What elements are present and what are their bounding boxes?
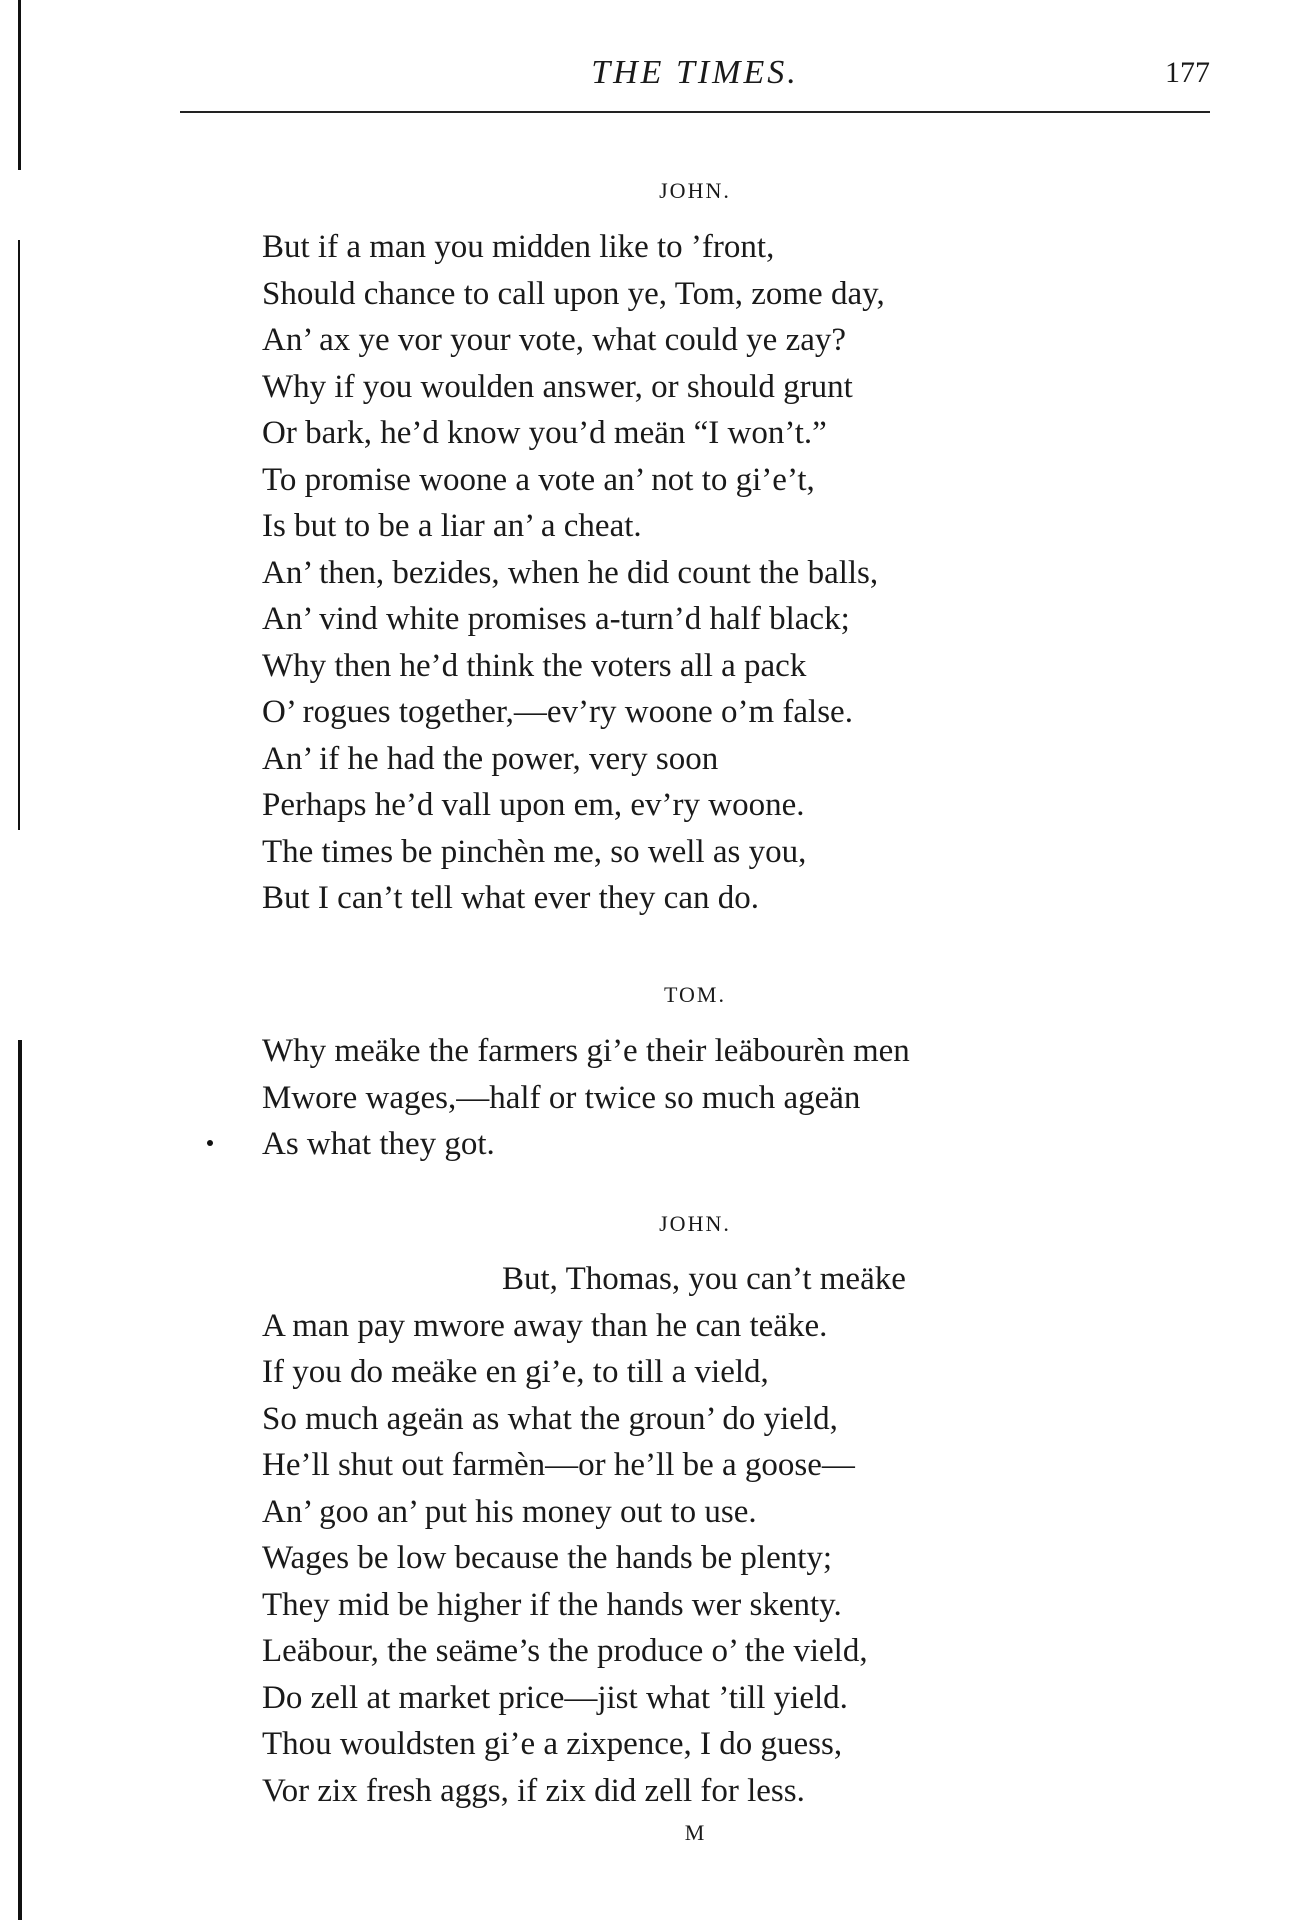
- verse-line: An’ vind white promises a-turn’d half black;: [262, 601, 850, 637]
- verse-line: Why if you woulden answer, or should grunt: [262, 368, 853, 405]
- verse-line: Vor zix fresh aggs, if zix did zell for less.: [262, 1772, 805, 1809]
- verse-line: Mwore wages,—half or twice so much ageän: [262, 1079, 861, 1116]
- ink-speck: [207, 1140, 213, 1146]
- verse-line: O’ rogues together,—ev’ry woone o’m false.: [262, 694, 853, 730]
- verse-line: A man pay mwore away than he can teäke.: [262, 1307, 828, 1344]
- verse-line: Leäbour, the seäme’s the produce o’ the vield,: [262, 1633, 868, 1669]
- verse-line: The times be pinchèn me, so well as you,: [262, 833, 807, 870]
- stanza: [262, 1028, 1162, 1168]
- running-title: THE TIMES.: [591, 54, 799, 91]
- stanza: [262, 1256, 1162, 1814]
- verse-line: He’ll shut out farmèn—or he’ll be a goose—: [262, 1447, 855, 1483]
- verse-line: An’ then, bezides, when he did count the balls,: [262, 554, 879, 591]
- speaker-heading: TOM.: [664, 982, 726, 1007]
- speaker-heading: JOHN.: [659, 178, 731, 203]
- verse-line: Wages be low because the hands be plenty;: [262, 1540, 833, 1576]
- header-rule: [180, 111, 1210, 113]
- verse-line: So much ageän as what the groun’ do yield,: [262, 1400, 838, 1437]
- stanza: [262, 224, 1162, 922]
- verse-line: They mid be higher if the hands wer skenty.: [262, 1586, 842, 1623]
- verse-line: Thou wouldsten gi’e a zixpence, I do guess,: [262, 1726, 843, 1762]
- verse-line: An’ if he had the power, very soon: [262, 740, 719, 777]
- binding-edge-line: [18, 0, 21, 170]
- verse-line: Perhaps he’d vall upon em, ev’ry woone.: [262, 787, 805, 823]
- verse-line: To promise woone a vote an’ not to gi’e’t,: [262, 461, 815, 498]
- verse-line: But if a man you midden like to ’front,: [262, 229, 775, 265]
- verse-line: Do zell at market price—jist what ’till yield.: [262, 1679, 848, 1716]
- verse-line: Or bark, he’d know you’d meän “I won’t.”: [262, 415, 827, 451]
- verse-line: But I can’t tell what ever they can do.: [262, 880, 759, 916]
- speaker-heading: JOHN.: [659, 1211, 731, 1236]
- verse-line: Is but to be a liar an’ a cheat.: [262, 508, 642, 544]
- verse-line: An’ goo an’ put his money out to use.: [262, 1493, 757, 1530]
- verse-line: Why meäke the farmers gi’e their leäbourèn men: [262, 1033, 910, 1069]
- verse-line: If you do meäke en gi’e, to till a vield,: [262, 1354, 769, 1390]
- verse-line: An’ ax ye vor your vote, what could ye zay?: [262, 322, 847, 358]
- signature-mark: M: [684, 1820, 706, 1845]
- verse-line: Why then he’d think the voters all a pack: [262, 647, 807, 684]
- verse-line: But, Thomas, you can’t meäke: [502, 1261, 906, 1297]
- page-number: 177: [1165, 56, 1210, 89]
- page-header: [180, 50, 1210, 110]
- verse-line: Should chance to call upon ye, Tom, zome day,: [262, 275, 885, 312]
- verse-line: As what they got.: [262, 1126, 495, 1162]
- binding-edge-line: [18, 1040, 22, 1920]
- binding-edge-line: [18, 240, 20, 830]
